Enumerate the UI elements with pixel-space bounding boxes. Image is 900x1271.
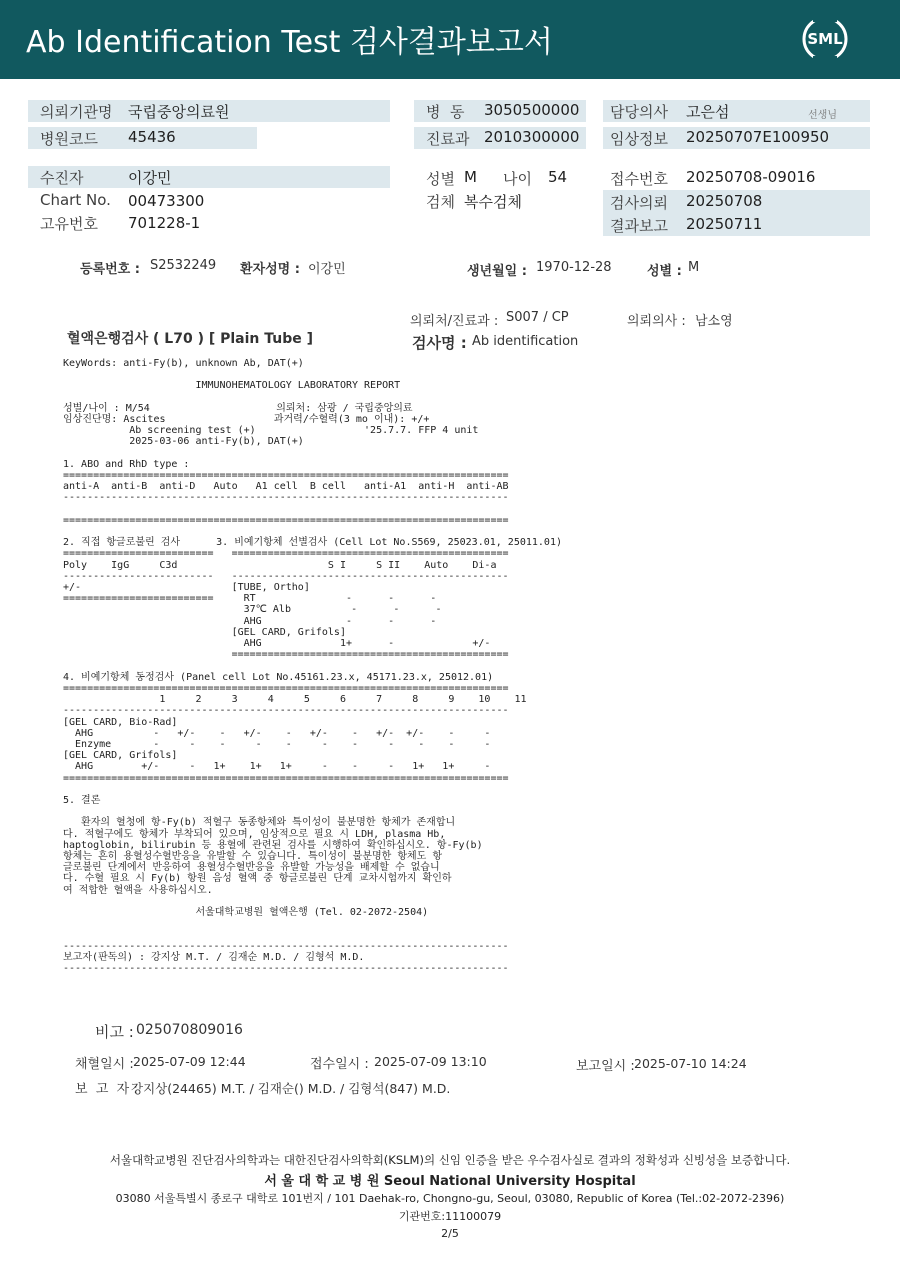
report-line xyxy=(63,784,562,795)
report-line: ========================================================================== xyxy=(63,470,509,482)
patient-sex-value: M xyxy=(688,260,700,275)
age-value: 54 xyxy=(548,168,568,186)
institution-value: 국립중앙의료원 xyxy=(128,103,230,121)
report-line xyxy=(63,526,562,537)
report-line: ========================= RT - - - xyxy=(63,593,437,605)
report-line: 다. 수혈 필요 시 Fy(b) 항원 음성 혈액 중 항글로불린 단계 교차시험까지 확인하 xyxy=(63,873,452,885)
report-line: +/- [TUBE, Ortho] xyxy=(63,582,310,594)
request-date-label: 검사의뢰 xyxy=(610,194,668,212)
report-line: -------------------------------------------------------------------------- xyxy=(63,492,509,504)
report-line: 임상진단명: Ascites 과거력/수혈력(3 mo 이내): +/+ xyxy=(63,414,430,426)
report-line: IMMUNOHEMATOLOGY LABORATORY REPORT xyxy=(63,380,401,392)
remark-label: 비고 : xyxy=(95,1023,134,1041)
hospital-name: 서 울 대 학 교 병 원 Seoul National University Hospital xyxy=(264,1174,636,1189)
patient-value: 이강민 xyxy=(128,169,172,187)
report-line: 1. ABO and RhD type : xyxy=(63,458,190,470)
reporter-label: 보 고 자 : xyxy=(75,1082,138,1097)
report-line xyxy=(63,369,562,380)
request-dept-label: 의뢰처/진료과 : xyxy=(410,314,499,329)
report-line xyxy=(63,660,562,671)
report-line: AHG 1+ - +/- xyxy=(63,638,491,650)
report-line: KeyWords: anti-Fy(b), unknown Ab, DAT(+) xyxy=(63,358,304,369)
report-line: 여 적합한 혈액을 사용하십시오. xyxy=(63,884,213,896)
report-line: 다. 적혈구에도 항체가 부착되어 있으며, 임상적으로 필요 시 LDH, plasma Hb, xyxy=(63,828,446,840)
sex-value: M xyxy=(464,168,477,186)
reg-no-value: S2532249 xyxy=(150,258,217,273)
report-line: 환자의 혈청에 항-Fy(b) 적혈구 동종항체와 특이성이 불분명한 항체가 존재합니 xyxy=(63,817,456,829)
report-line: ========================================================================== xyxy=(63,772,509,784)
report-line: ========================================================================== xyxy=(63,514,509,526)
report-line: [GEL CARD, Bio-Rad] xyxy=(63,716,178,728)
receipt-time-label: 접수일시 : xyxy=(310,1057,369,1072)
receipt-no-value: 20250708-09016 xyxy=(686,168,816,186)
report-line: 4. 비예기항체 동정검사 (Panel cell Lot No.45161.23.x, 45171.23.x, 25012.01) xyxy=(63,671,494,683)
doctor-label: 담당의사 xyxy=(610,103,668,121)
report-line: 37℃ Alb - - - xyxy=(63,604,442,616)
report-line: [GEL CARD, Grifols] xyxy=(63,626,346,638)
hospital-code-label: 병원코드 xyxy=(40,130,98,148)
age-label: 나이 xyxy=(503,170,532,188)
logo-text: SML xyxy=(807,30,843,48)
doctor-suffix: 선생님 xyxy=(808,110,837,121)
sex-label: 성별 xyxy=(426,170,455,188)
report-line: 2025-03-06 anti-Fy(b), DAT(+) xyxy=(63,436,304,448)
report-line xyxy=(63,896,562,907)
report-line: 서울대학교병원 혈액은행 (Tel. 02-2072-2504) xyxy=(63,906,429,918)
report-line xyxy=(63,392,562,403)
hospital-address: 03080 서울특별시 종로구 대학로 101번지 / 101 Daehak-ro, Chongno-gu, Seoul, 03080, Republic of Korea (Tel.:02-2072-2396) xyxy=(115,1192,785,1205)
report-line: -------------------------------------------------------------------------- xyxy=(63,705,509,717)
dob-label: 생년월일 : xyxy=(467,264,527,279)
report-line: 1 2 3 4 5 6 7 8 9 10 11 xyxy=(63,694,527,706)
patient-name-label: 환자성명 : xyxy=(240,262,300,277)
page-number: 2/5 xyxy=(441,1227,459,1240)
report-line: [GEL CARD, Grifols] xyxy=(63,750,178,762)
request-doctor-label: 의뢰의사 : xyxy=(627,314,686,329)
lab-report-body xyxy=(63,358,562,974)
report-line: 5. 결론 xyxy=(63,794,101,806)
collect-label: 채혈일시 : xyxy=(75,1057,134,1072)
report-line xyxy=(63,929,562,940)
report-line: ========================================================================== xyxy=(63,682,509,694)
report-line: ============================================== xyxy=(63,649,509,661)
uid-label: 고유번호 xyxy=(40,215,98,233)
reporter-value: 강지상(24465) M.T. / 김재순() M.D. / 김형석(847) M.D. xyxy=(131,1081,451,1096)
chart-value: 00473300 xyxy=(128,192,205,210)
report-line: 항체는 흔히 용혈성수혈반응을 유발할 수 있습니다. 특이성이 불분명한 항체도 항 xyxy=(63,850,442,862)
report-line: Ab screening test (+) '25.7.7. FFP 4 unit xyxy=(63,425,479,437)
report-header xyxy=(0,0,900,79)
report-line: haptoglobin, bilirubin 등 용혈에 관련된 검사를 시행하여 확인하십시오. 항-Fy(b) xyxy=(63,839,483,851)
reg-no-label: 등록번호 : xyxy=(80,262,140,277)
report-date-label: 결과보고 xyxy=(610,217,668,235)
report-line: anti-A anti-B anti-D Auto A1 cell B cell anti-A1 anti-H anti-AB xyxy=(63,481,509,493)
report-line: AHG - - - xyxy=(63,615,437,627)
test-title: 혈액은행검사 ( L70 ) [ Plain Tube ] xyxy=(67,331,314,347)
report-line: -------------------------------------------------------------------------- xyxy=(63,940,509,952)
remark-value: 025070809016 xyxy=(136,1022,243,1038)
collect-value: 2025-07-09 12:44 xyxy=(133,1054,246,1069)
receipt-time-value: 2025-07-09 13:10 xyxy=(374,1054,487,1069)
test-name-value: Ab identification xyxy=(472,334,579,349)
report-line: 성별/나이 : M/54 의뢰처: 삼광 / 국립중앙의료 xyxy=(63,402,413,414)
report-line xyxy=(63,918,562,929)
doctor-value: 고은섬 xyxy=(686,103,730,121)
report-line xyxy=(63,806,562,817)
institution-no: 기관번호:11100079 xyxy=(398,1210,502,1223)
specimen-label: 검체 xyxy=(426,193,455,211)
report-line: AHG - +/- - +/- - +/- - +/- +/- - - xyxy=(63,727,491,739)
report-time-label: 보고일시 : xyxy=(576,1059,635,1074)
hospital-code-value: 45436 xyxy=(128,128,176,146)
chart-label: Chart No. xyxy=(40,191,111,209)
ward-value: 3050500000 xyxy=(484,101,580,119)
sml-logo xyxy=(800,14,850,64)
report-line: 2. 직접 항글로불린 검사 3. 비예기항체 선별검사 (Cell Lot No.S569, 25023.01, 25011.01) xyxy=(63,537,562,549)
certification-text: 서울대학교병원 진단검사의학과는 대한진단검사의학회(KSLM)의 신임 인증을 받은 우수검사실로 결과의 정확성과 신빙성을 보증합니다. xyxy=(109,1153,791,1167)
report-line: 글로불린 단계에서 반응하여 용혈성수혈반응을 유발할 가능성을 배제할 수 없습니 xyxy=(63,862,440,874)
report-title: Ab Identification Test 검사결과보고서 xyxy=(26,25,553,60)
institution-label: 의뢰기관명 xyxy=(40,103,113,121)
report-line: Enzyme - - - - - - - - - - - xyxy=(63,738,491,750)
report-line: ========================= ============================================== xyxy=(63,548,509,560)
report-date-value: 20250711 xyxy=(686,215,763,233)
clinical-value: 20250707E100950 xyxy=(686,128,830,146)
receipt-no-label: 접수번호 xyxy=(610,170,668,188)
request-date-value: 20250708 xyxy=(686,192,763,210)
dept-value: 2010300000 xyxy=(484,128,580,146)
report-line: ------------------------- ---------------------------------------------- xyxy=(63,570,509,582)
report-line: 보고자(판독의) : 강지상 M.T. / 김재순 M.D. / 김형석 M.D. xyxy=(63,951,365,963)
dob-value: 1970-12-28 xyxy=(536,260,612,275)
patient-name-value: 이강민 xyxy=(308,262,346,277)
report-line: Poly IgG C3d S I S II Auto Di-a xyxy=(63,559,497,571)
uid-value: 701228-1 xyxy=(128,214,201,232)
request-dept-value: S007 / CP xyxy=(506,310,569,325)
ward-label: 병 동 xyxy=(426,103,465,121)
report-line xyxy=(63,504,562,515)
dept-label: 진료과 xyxy=(426,130,470,148)
request-doctor-value: 남소영 xyxy=(695,314,733,329)
report-line: -------------------------------------------------------------------------- xyxy=(63,962,509,974)
report-line xyxy=(63,448,562,459)
report-time-value: 2025-07-10 14:24 xyxy=(634,1056,747,1071)
test-name-label: 검사명 : xyxy=(412,334,467,352)
specimen-value: 복수검체 xyxy=(464,193,522,211)
patient-label: 수진자 xyxy=(40,169,84,187)
clinical-label: 임상정보 xyxy=(610,130,668,148)
report-line: AHG +/- - 1+ 1+ 1+ - - - 1+ 1+ - xyxy=(63,761,491,773)
patient-sex-label: 성별 : xyxy=(647,264,682,279)
